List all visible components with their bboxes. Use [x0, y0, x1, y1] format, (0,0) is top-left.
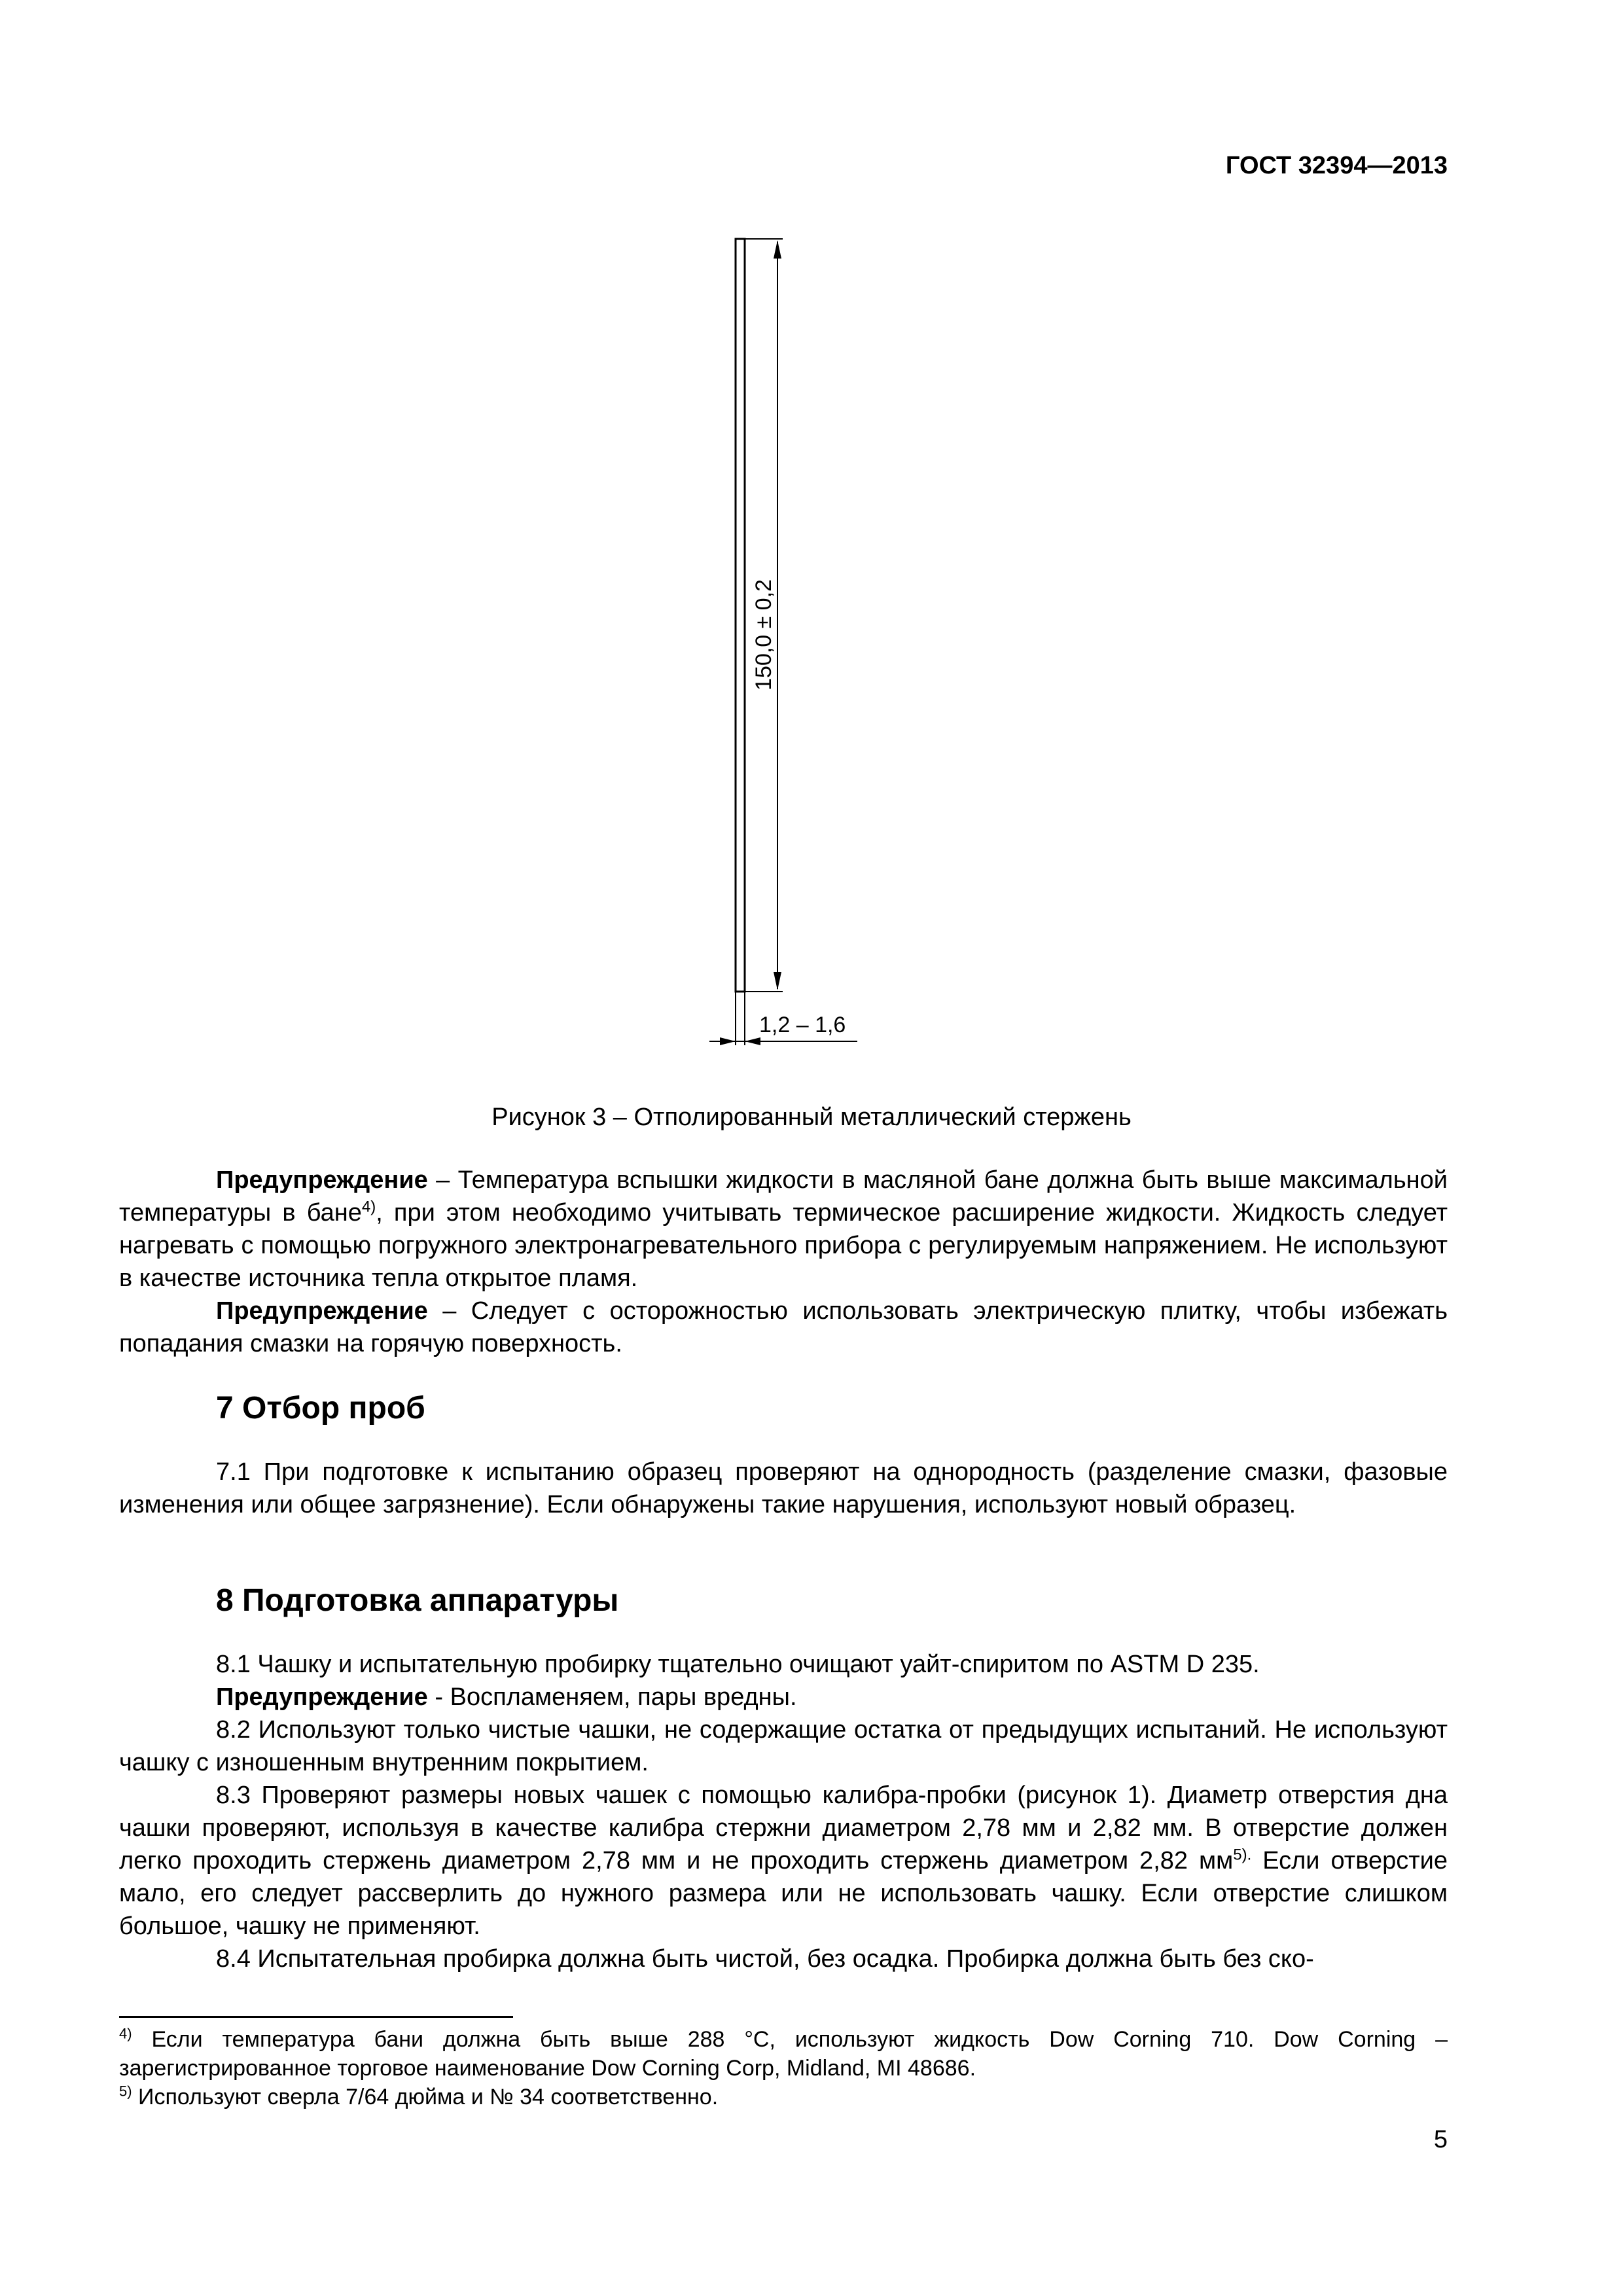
length-dimension-label: 150,0 ± 0,2 — [751, 579, 776, 691]
section-8-body — [119, 1648, 1448, 1975]
paragraph-8-2: 8.2 Используют только чистые чашки, не содержащие остатка от предыдущих испытаний. Не используют чашку с изношенным внутренним покрытием. — [119, 1716, 1448, 1776]
section-7-body — [119, 1456, 1448, 1521]
warning-label: Предупреждение — [216, 1683, 428, 1711]
footnotes — [119, 2025, 1448, 2111]
paragraph-7-1: 7.1 При подготовке к испытанию образец проверяют на однородность (разделение смазки, фазовые изменения или общее загрязнение). Если обнаружены такие нарушения, используют новый образец. — [119, 1458, 1448, 1518]
paragraph-8-1: 8.1 Чашку и испытательную пробирку тщательно очищают уайт-спиритом по ASTM D 235. — [216, 1651, 1260, 1678]
rod-outline — [736, 239, 745, 992]
warning-paragraph-1: Предупреждение – Температура вспышки жидкости в масляной бане должна быть выше максимальной температуры в бане$^{4)}$, при этом необходимо учитывать термическое расширение жидкости. Жидкость следует нагревать с помощью погружного электронагревательного прибора с регулируемым напряжением. Не используют в качестве источника тепла открытое пламя. — [119, 1166, 1448, 1292]
footnote-ref-5[interactable]: 5). — [1233, 1846, 1252, 1864]
warning-paragraph-3: Предупреждение - Воспламеняем, пары вредны. — [216, 1683, 797, 1711]
page-number: 5 — [1433, 2126, 1448, 2153]
arrow-up — [774, 240, 781, 259]
section-8-heading: 8 Подготовка аппаратуры — [216, 1583, 619, 1618]
figure-caption: Рисунок 3 – Отполированный металлический стержень — [491, 1103, 1132, 1131]
section-7-heading: 7 Отбор проб — [216, 1391, 425, 1426]
paragraph-8-4: 8.4 Испытательная пробирка должна быть чистой, без осадка. Пробирка должна быть без ско- — [216, 1945, 1314, 1973]
arrow-left-in — [745, 1037, 760, 1045]
diameter-dimension-label: 1,2 – 1,6 — [759, 1013, 846, 1037]
warnings-block — [119, 1164, 1448, 1360]
footnote-5: $^{5)}$ Используют сверла 7/64 дюйма и № 34 соответственно. — [119, 2083, 719, 2109]
arrow-right-in — [720, 1037, 736, 1045]
footnote-4: $^{4)}$ Если температура бани должна быть выше 288 °С, используют жидкость Dow Corning 710. Dow Corning – зарегистрированное торговое наименование Dow Corning Corp, Midland, MI 48686. — [119, 2025, 1448, 2081]
standard-designation: ГОСТ 32394—2013 — [1225, 152, 1448, 179]
warning-label: Предупреждение — [216, 1297, 428, 1325]
warning-paragraph-2: Предупреждение – Следует с осторожностью использовать электрическую плитку, чтобы избежать попадания смазки на горячую поверхность. — [119, 1297, 1448, 1357]
footnote-ref-4[interactable]: 4) — [361, 1198, 376, 1216]
warning-label: Предупреждение — [216, 1166, 428, 1194]
footnote-separator — [119, 2016, 513, 2018]
paragraph-8-3: 8.3 Проверяют размеры новых чашек с помощью калибра-пробки (рисунок 1). Диаметр отверстия дна чашки проверяют, используя в качестве калибра стержни диаметром 2,78 мм и 2,82 мм. В отверстие должен легко проходить стержень диаметром 2,78 мм и не проходить стержень диаметром 2,82 $мм^{5).}$ Если отверстие мало, его следует рассверлить до нужного размера или не использовать чашку. Если отверстие слишком большое, чашку не применяют. — [119, 1782, 1448, 1940]
arrow-down — [774, 972, 781, 990]
figure-rod-drawing — [694, 232, 890, 1057]
